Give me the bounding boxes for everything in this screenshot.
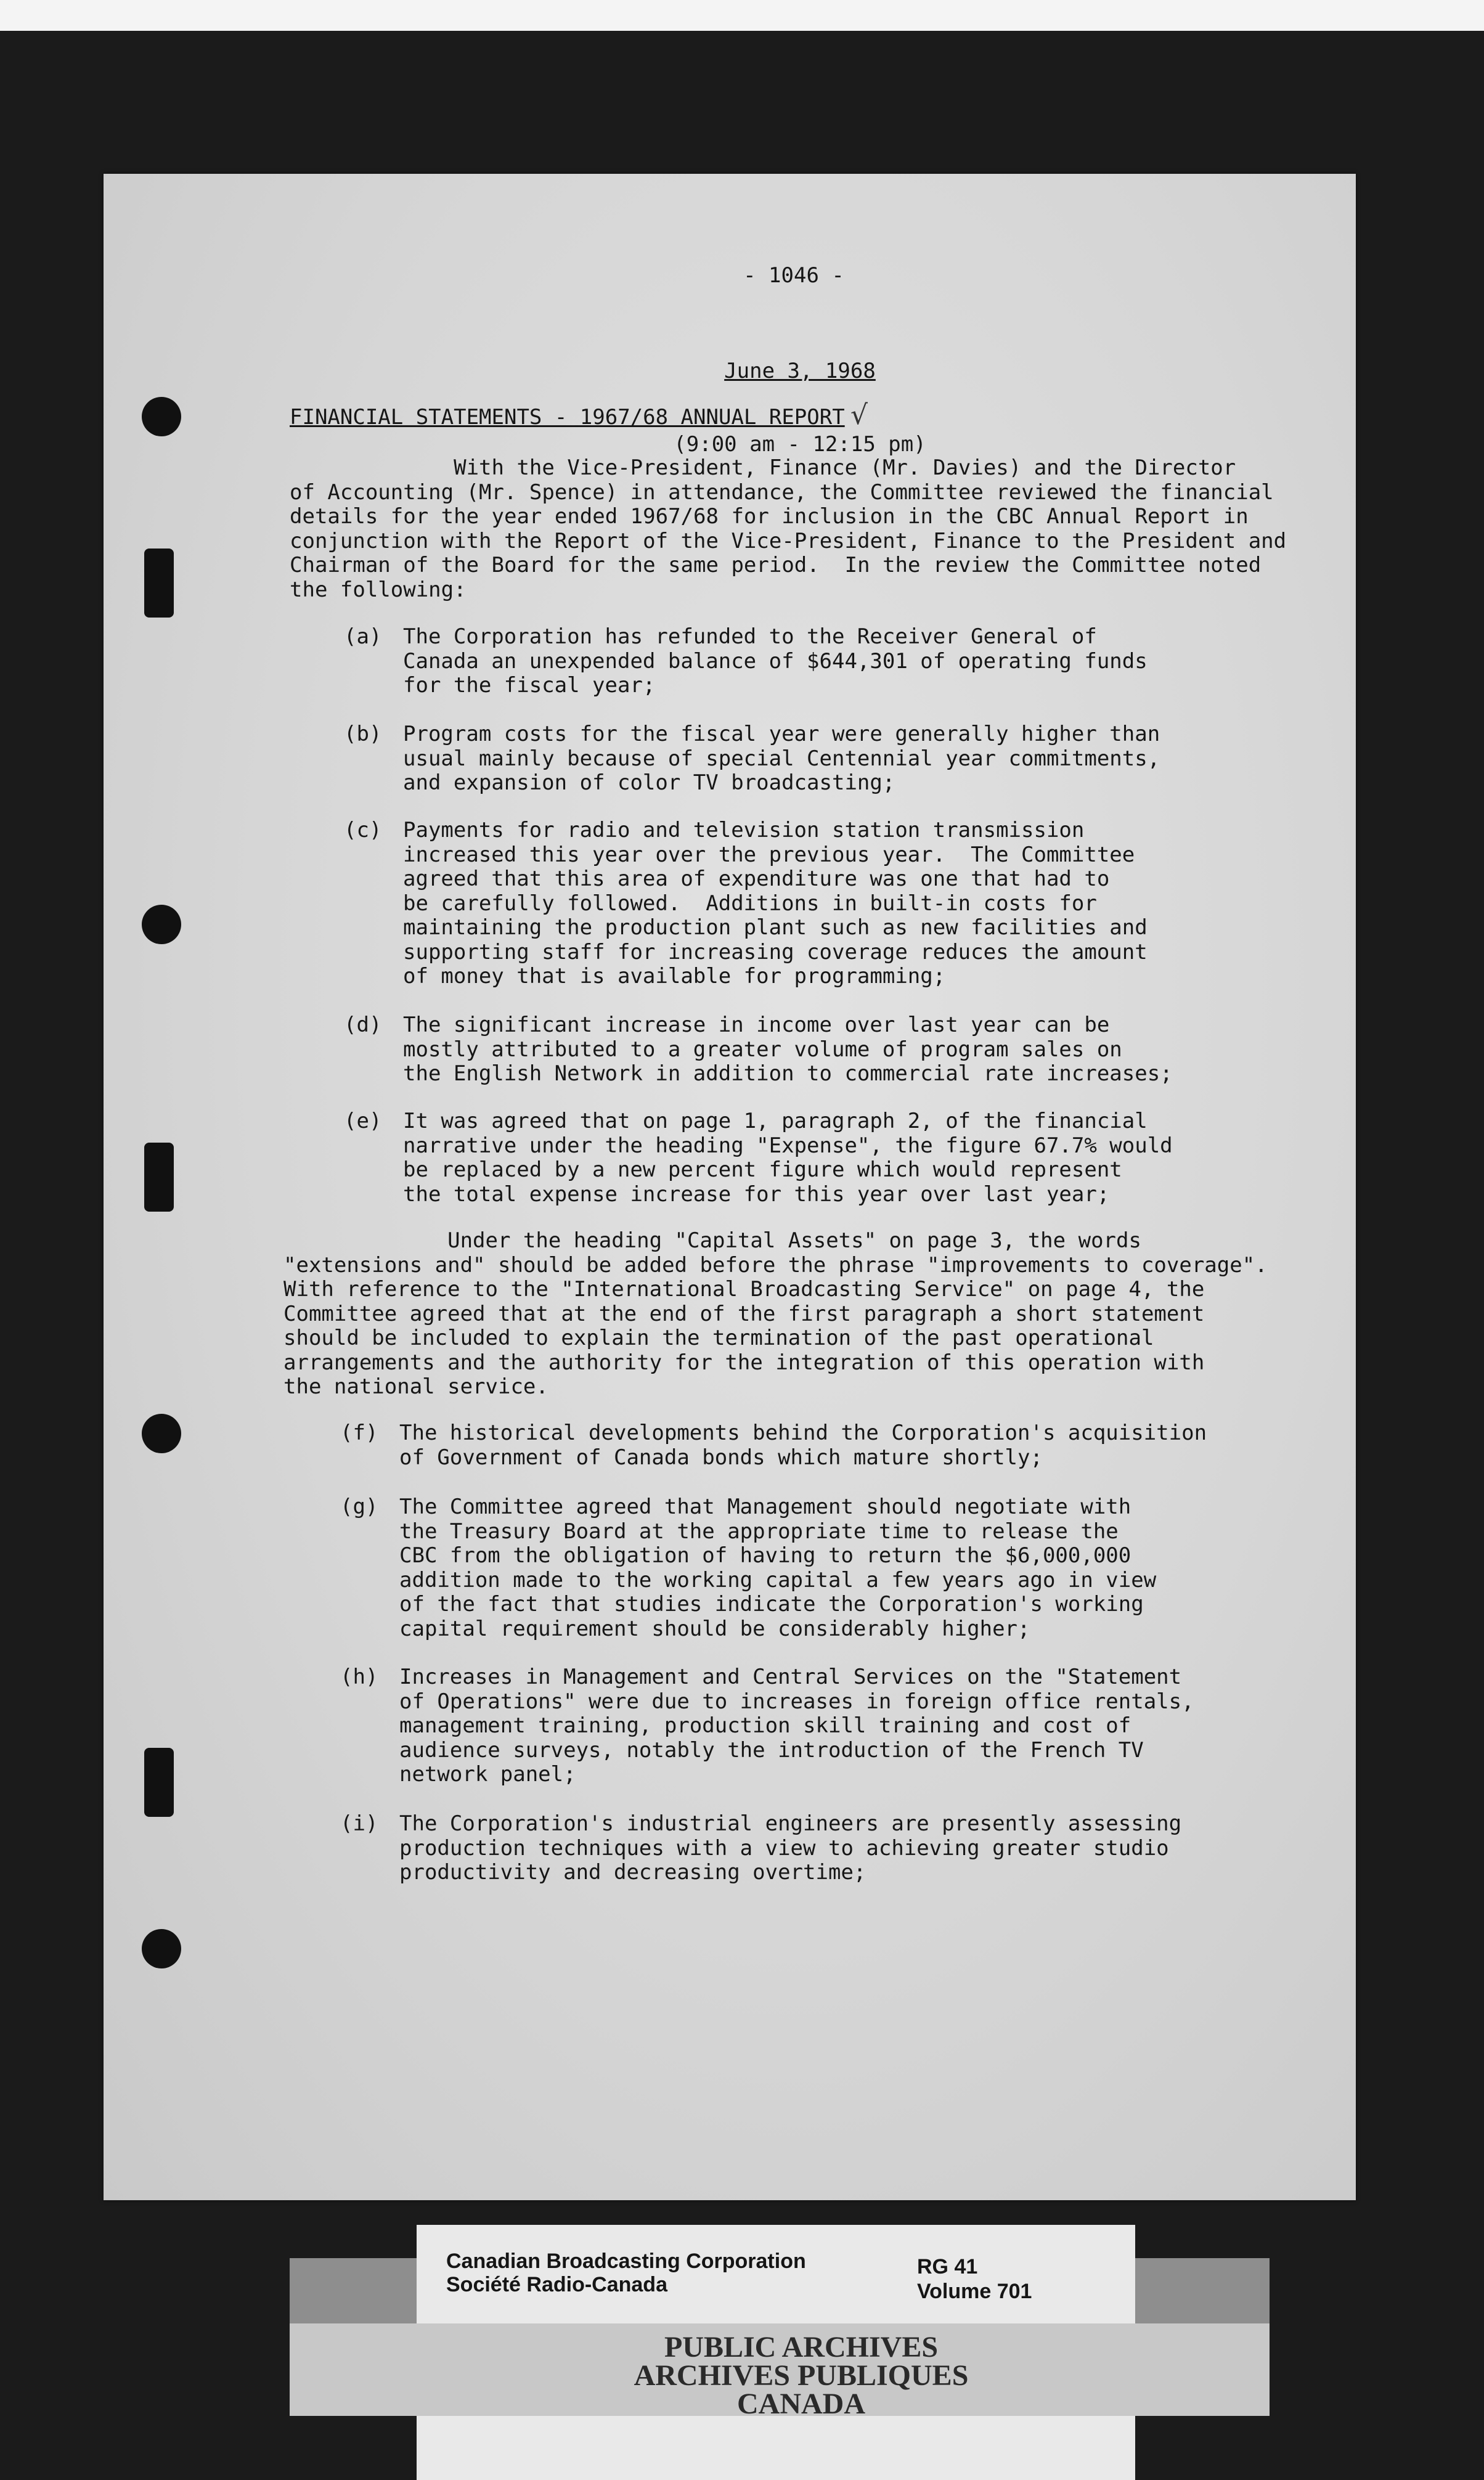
stamp-line-3: CANADA bbox=[737, 2388, 865, 2420]
binder-slot bbox=[144, 549, 174, 618]
meeting-date: June 3, 1968 bbox=[724, 359, 876, 383]
capital-assets-paragraph: Under the heading "Capital Assets" on page 3, the words "extensions and" should be added before the phrase "improvements to coverage". With reference to the "International Broadcasting Service" on page 4, the Committee agreed that at the end of the first paragraph a short statement should be included to explain the termination of the past operational arrangements and the authority for the integration of this operation with the national service. bbox=[283, 1228, 1268, 1399]
item-text: The significant increase in income over last year can be mostly attributed to a greater volume of program sales on the English Network in addition to commercial rate increases; bbox=[403, 1013, 1173, 1086]
punch-hole bbox=[142, 397, 181, 436]
list-item-i bbox=[340, 1812, 1326, 1909]
document-page bbox=[104, 174, 1356, 2200]
intro-paragraph: With the Vice-President, Finance (Mr. Davies) and the Director of Accounting (Mr. Spence) in attendance, the Committee reviewed the financial details for the year ended 1967/68 for inclusion in the CBC Annual Report in conjunction with the Report of the Vice-President, Finance to the President and Chairman of the Board for the same period. In the review the Committee noted the following: bbox=[290, 455, 1287, 602]
item-text: The Corporation has refunded to the Receiver General of Canada an unexpended balance of $644,301 of operating funds for the fiscal year; bbox=[403, 624, 1148, 698]
item-text: Payments for radio and television station transmission increased this year over the previous year. The Committee agreed that this area of expenditure was one that had to be carefully followed. Additions in built-in costs for maintaining the production plant such as new facilities and supporting staff for increasing coverage reduces the amount of money that is available for programming; bbox=[403, 818, 1148, 989]
item-label: (h) bbox=[340, 1665, 378, 1689]
archive-reference bbox=[917, 2254, 1032, 2304]
record-group: RG 41 bbox=[917, 2255, 978, 2278]
punch-hole bbox=[142, 905, 181, 944]
item-label: (d) bbox=[344, 1013, 382, 1037]
list-item-e bbox=[344, 1109, 1330, 1207]
item-text: The historical developments behind the Corporation's acquisition of Government of Canada bonds which mature shortly; bbox=[399, 1421, 1207, 1470]
check-mark: √ bbox=[850, 399, 868, 431]
item-label: (a) bbox=[344, 624, 382, 649]
volume-number: Volume 701 bbox=[917, 2280, 1032, 2303]
item-label: (b) bbox=[344, 722, 382, 746]
item-label: (e) bbox=[344, 1109, 382, 1133]
item-label: (g) bbox=[340, 1495, 378, 1519]
list-item-b bbox=[344, 722, 1330, 820]
item-label: (i) bbox=[340, 1811, 378, 1836]
punch-hole bbox=[142, 1929, 181, 1968]
punch-hole bbox=[142, 1414, 181, 1453]
binder-slot bbox=[144, 1143, 174, 1212]
archive-organization bbox=[446, 2250, 806, 2296]
item-text: It was agreed that on page 1, paragraph 2, of the financial narrative under the heading "Expense", the figure 67.7% would be replaced by a new percent figure which would represent the total expense increase for this year over last year; bbox=[403, 1109, 1173, 1207]
binder-slot bbox=[144, 1748, 174, 1817]
item-text: Increases in Management and Central Services on the "Statement of Operations" were due to increases in foreign office rentals, management training, production skill training and cost of audience surveys, notably the introduction of the French TV network panel; bbox=[399, 1665, 1194, 1787]
item-text: The Committee agreed that Management should negotiate with the Treasury Board at the appropriate time to release the CBC from the obligation of having to return the $6,000,000 addition made to the working capital a few years ago in view of the fact that studies indicate the Corporation's working capital requirement should be considerably higher; bbox=[399, 1495, 1157, 1641]
section-heading: FINANCIAL STATEMENTS - 1967/68 ANNUAL REPORT bbox=[290, 405, 845, 430]
scan-top-band bbox=[0, 0, 1484, 31]
item-text: Program costs for the fiscal year were generally higher than usual mainly because of special Centennial year commitments, and expansion of color TV broadcasting; bbox=[403, 722, 1160, 795]
list-item-d bbox=[344, 1013, 1330, 1111]
stamp-line-1: PUBLIC ARCHIVES bbox=[664, 2331, 939, 2364]
list-item-c bbox=[344, 818, 1330, 989]
item-label: (f) bbox=[340, 1421, 378, 1445]
list-item-a bbox=[344, 625, 1330, 722]
list-item-h bbox=[340, 1665, 1326, 1787]
meeting-time: (9:00 am - 12:15 pm) bbox=[674, 431, 926, 457]
list-item-g bbox=[340, 1495, 1326, 1641]
organization-english: Canadian Broadcasting Corporation bbox=[446, 2250, 806, 2273]
stamp-line-2: ARCHIVES PUBLIQUES bbox=[634, 2359, 969, 2392]
item-label: (c) bbox=[344, 818, 382, 842]
item-text: The Corporation's industrial engineers are presently assessing production techniques with a view to achieving greater studio productivity and decreasing overtime; bbox=[399, 1811, 1182, 1885]
public-archives-stamp bbox=[555, 2333, 1048, 2418]
organization-french: Société Radio-Canada bbox=[446, 2273, 667, 2296]
page-number: - 1046 - bbox=[743, 263, 844, 288]
